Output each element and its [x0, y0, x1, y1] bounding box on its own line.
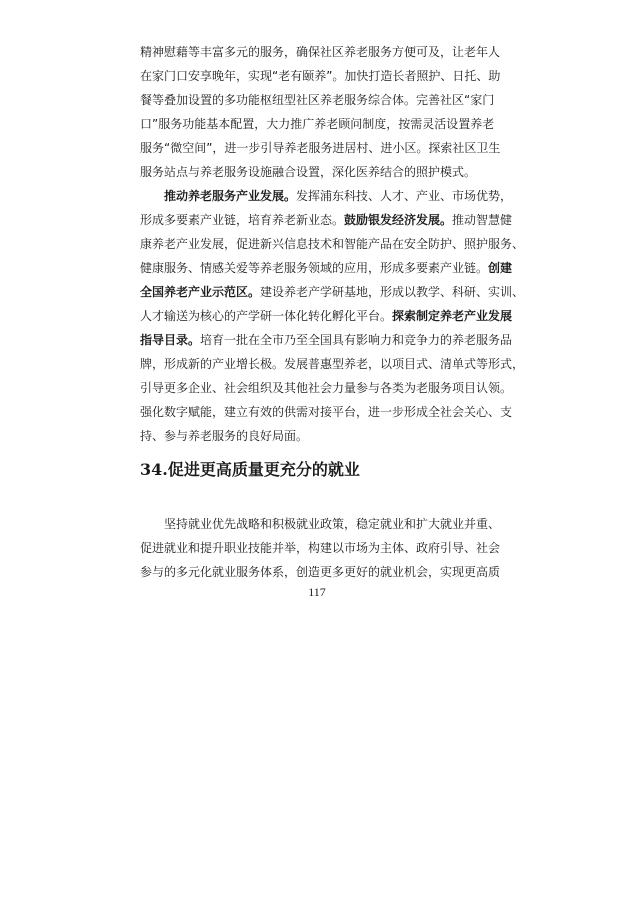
text-run: 发挥浦东科技、人才、产业、市场优势， — [296, 189, 513, 203]
text-line: 在家门口安享晚年，实现“老有颐养”。加快打造长者照护、日托、助 — [140, 69, 501, 83]
bold-lead-phrase: 推动养老服务产业发展。 — [164, 189, 297, 203]
text-line — [140, 280, 525, 304]
text-line — [140, 304, 513, 328]
text-line: 参与的多元化就业服务体系，创造更多更好的就业机会，实现更高质 — [140, 565, 501, 579]
text-line — [140, 328, 513, 352]
text-line: 服务站点与养老服务设施融合设置，深化医养结合的照护模式。 — [140, 165, 477, 179]
text-line: 坚持就业优先战略和积极就业政策，稳定就业和扩大就业并重、 — [164, 517, 501, 531]
bold-lead-phrase: 鼓励银发经济发展。 — [344, 213, 453, 227]
text-line: 持、参与养老服务的良好局面。 — [140, 429, 309, 443]
text-run: 建设养老产学研基地，形成以教学、科研、实训、 — [260, 285, 525, 299]
section-title: 促进更高质量更充分的就业 — [167, 460, 360, 479]
text-line: 精神慰藉等丰富多元的服务，确保社区养老服务方便可及，让老年人 — [140, 45, 501, 59]
text-line — [140, 184, 513, 208]
text-line: 强化数字赋能，建立有效的供需对接平台，进一步形成全社会关心、支 — [140, 405, 513, 419]
text-line: 引导更多企业、社会组织及其他社会力量参与各类为老服务项目认领。 — [140, 381, 513, 395]
text-line: 康养老产业发展，促进新兴信息技术和智能产品在安全防护、照护服务、 — [140, 237, 525, 251]
text-line: 口”服务功能基本配置，大力推广养老顾问制度，按需灵活设置养老 — [140, 117, 495, 131]
bold-lead-phrase: 全国养老产业示范区。 — [140, 285, 261, 299]
text-run: 培育一批在全市乃至全国具有影响力和竞争力的养老服务品 — [200, 333, 513, 347]
text-line: 牌，形成新的产业增长极。发展普惠型养老，以项目式、清单式等形式， — [140, 357, 525, 371]
page-number: 117 — [308, 585, 326, 599]
text-line: 餐等叠加设置的多功能枢纽型社区养老服务综合体。完善社区“家门 — [140, 93, 495, 107]
paragraph-employment — [140, 512, 504, 584]
bold-lead-phrase: 探索制定养老产业发展 — [392, 309, 513, 323]
bold-lead-phrase: 创建 — [488, 261, 513, 275]
section-heading — [140, 458, 360, 482]
section-number: 34. — [140, 460, 168, 479]
text-run: 健康服务、情感关爱等养老服务领域的应用，形成多要素产业链。 — [140, 261, 489, 275]
text-run: 人才输送为核心的产学研一体化转化孵化平台。 — [140, 309, 393, 323]
paragraph-community-elderly-services — [140, 40, 504, 184]
text-run: 推动智慧健 — [452, 213, 513, 227]
text-line — [140, 256, 513, 280]
paragraph-elderly-industry — [140, 184, 525, 448]
text-line: 促进就业和提升职业技能并举，构建以市场为主体、政府引导、社会 — [140, 541, 501, 555]
text-run: 形成多要素产业链，培育养老新业态。 — [140, 213, 345, 227]
bold-lead-phrase: 指导目录。 — [140, 333, 201, 347]
text-line — [140, 208, 513, 232]
text-line: 服务“微空间”，进一步引导养老服务进居村、进小区。探索社区卫生 — [140, 141, 501, 155]
